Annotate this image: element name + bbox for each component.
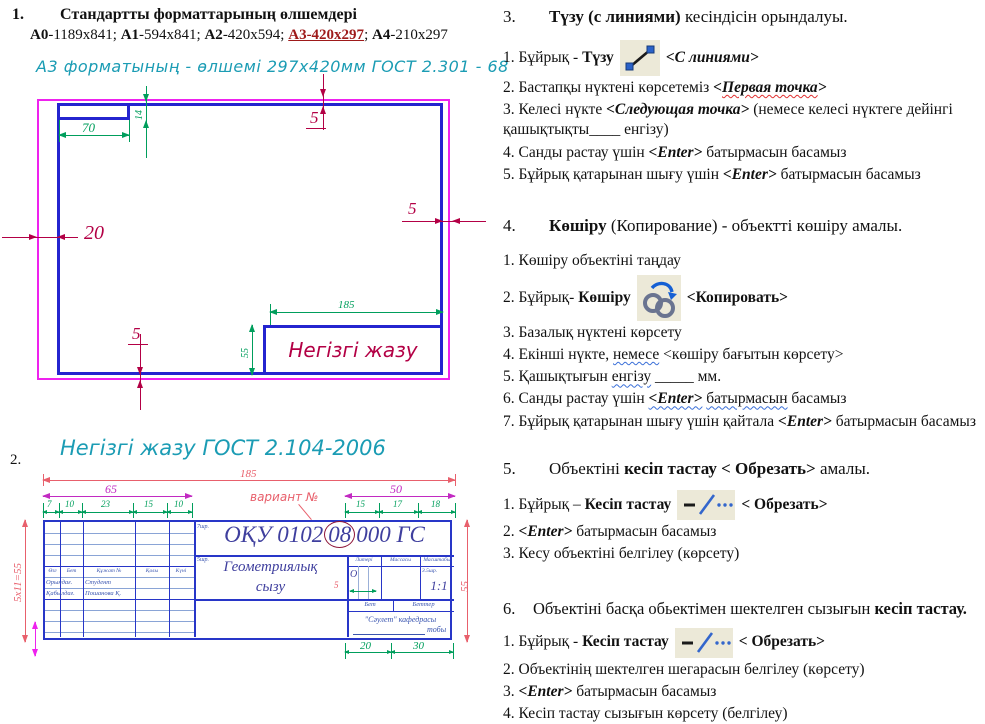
dim-label-5: 5 xyxy=(334,580,339,590)
dim-label: 5 xyxy=(408,199,417,218)
doc-number-part1: ОҚУ 0102 xyxy=(224,522,324,547)
section4-step6: 6. Санды растау үшін <Enter> батырмасын басамыз xyxy=(503,390,847,408)
trim-tool-icon xyxy=(677,490,735,520)
dim-label: 15 xyxy=(144,499,153,509)
section4-step1: 1. Көшіру объектіні таңдау xyxy=(503,251,681,269)
section4-step3: 3. Базалық нүктені көрсету xyxy=(503,324,682,342)
grid-line xyxy=(45,544,194,545)
section6-step4: 4. Кесіп тастау сызығын көрсету (белгілеу) xyxy=(503,704,788,722)
dim-line xyxy=(270,312,443,313)
section3-step1 xyxy=(503,40,979,76)
dim-label: 20 xyxy=(360,640,371,652)
dim-line xyxy=(345,512,379,513)
dim-line xyxy=(25,520,26,642)
dim-label: 5х11=55 xyxy=(12,563,24,602)
section6-step1 xyxy=(503,628,979,658)
col-header-document: Құжат № xyxy=(96,568,122,574)
dim-line xyxy=(43,496,192,497)
col-header-signature: Қолы xyxy=(145,568,159,574)
sub-divider-line xyxy=(358,566,359,599)
section6-number: 6. xyxy=(503,599,516,619)
step-text: 1. Бұйрық - Түзу xyxy=(503,49,614,67)
divider-line xyxy=(169,522,170,637)
section3-header xyxy=(503,6,979,28)
dim-label: 65 xyxy=(105,482,117,496)
dim-line xyxy=(133,512,167,513)
document-designation xyxy=(195,522,454,555)
dim-label: 30 xyxy=(413,640,424,652)
drawing1-a3-format xyxy=(0,80,495,425)
dim-label: 50 xyxy=(390,482,402,496)
dim-label: 5 xyxy=(310,108,319,127)
drawing2-caption: Негізгі жазу ГОСТ 2.104-2006 xyxy=(60,436,386,460)
arrow-icon xyxy=(452,218,460,224)
section5-title: Объектіні кесіп тастау < Обрезать> амалы. xyxy=(549,458,870,478)
cell-header-scale: Масштабы xyxy=(423,557,451,563)
dim-line xyxy=(402,221,486,222)
dim-line xyxy=(345,652,391,653)
dim-line xyxy=(418,512,455,513)
dim-label: 70 xyxy=(82,120,95,135)
step-text: 1. Бұйрық - Кесіп тастау xyxy=(503,633,669,651)
dim-label: 7 xyxy=(47,499,52,509)
section4-step5: 5. Қашықтығын енгізу _____ мм. xyxy=(503,368,722,386)
line-tool-icon xyxy=(620,40,660,76)
section5-step3: 3. Кесу объектіні белгілеу (көрсету) xyxy=(503,544,740,562)
divider-line xyxy=(347,611,454,612)
dim-label: 55 xyxy=(459,581,471,592)
arrow-icon xyxy=(143,120,149,128)
arrow-icon xyxy=(320,106,326,114)
ext-line xyxy=(129,120,130,142)
divider-line xyxy=(347,566,454,567)
format-sizes-line: А0-1189х841; А1-594х841; А2-420х594; А3-420х297; А4-210х297 xyxy=(30,27,448,43)
doc-number-variant-circled: 08 xyxy=(324,521,355,548)
divider-line xyxy=(347,555,349,637)
arrow-icon xyxy=(137,367,143,375)
arrow-icon xyxy=(137,380,143,388)
step-text: 2. Бұйрық- Көшіру xyxy=(503,288,631,306)
divider-line xyxy=(83,522,84,637)
dim-line xyxy=(82,512,133,513)
font-size-note-35: 3.5шр. xyxy=(422,568,438,574)
cell-sheet: Бет xyxy=(364,601,376,608)
section5-step2: 2. <Enter> батырмасын басамыз xyxy=(503,522,717,540)
arrow-icon xyxy=(435,218,443,224)
col-header-ozg: Өзг xyxy=(48,568,57,574)
dim-label: 185 xyxy=(240,468,257,480)
dim-label: 10 xyxy=(65,499,74,509)
title-block-table xyxy=(43,520,452,640)
variant-label: вариант № xyxy=(250,490,319,504)
fill-in-line xyxy=(353,634,425,635)
section3-title: Түзу (с линиями) кесіндісін орындалуы. xyxy=(549,7,848,26)
dim-line xyxy=(43,512,59,513)
section5-header xyxy=(503,458,979,480)
section4-title: Көшіру (Копирование) - объектті көшіру амалы. xyxy=(549,215,903,235)
section6-header xyxy=(503,598,979,619)
dim-tick xyxy=(128,344,148,345)
section5-number: 5. xyxy=(503,458,516,478)
drawing-name-line2: сызу xyxy=(255,578,286,595)
col-header-bet: Бет xyxy=(66,568,77,574)
step-text: 1. Бұйрық – Кесіп тастау xyxy=(503,495,672,513)
grid-line xyxy=(45,610,194,611)
dim-line xyxy=(43,480,455,481)
section3-step3: 3. Келесі нүкте <Следующая точка> (немесе келесі нүктеге дейінгі қашықтықты____ енгізу) xyxy=(503,101,953,139)
dim-label: 55 xyxy=(240,348,251,358)
dim-label: 10 xyxy=(174,499,183,509)
col-header-date: Күні xyxy=(175,568,187,574)
dim-line xyxy=(167,512,192,513)
row-performed: Орындағ. xyxy=(46,579,73,586)
ext-line xyxy=(59,120,60,142)
drawing-name-line1: Геометриялық xyxy=(223,559,318,575)
item1-number: 1. xyxy=(12,6,24,23)
row-student: Студент xyxy=(85,579,111,586)
dim-label: 14 xyxy=(134,110,145,120)
cell-header-mass: Массасы xyxy=(390,557,411,563)
instructions-column xyxy=(503,2,979,724)
section4-step2 xyxy=(503,275,979,321)
font-size-note-5: 5шр. xyxy=(197,557,210,563)
doc-number-part2: 000 ГС xyxy=(356,522,425,547)
step-text: <С линиями> xyxy=(665,49,759,67)
dim-line xyxy=(379,512,418,513)
arrow-icon xyxy=(29,234,37,240)
grid-line xyxy=(45,632,194,633)
scale-value: 1:1 xyxy=(430,578,448,593)
section3-number: 3. xyxy=(503,7,516,26)
arrow-icon xyxy=(320,89,326,97)
cell-header-literi: Литері xyxy=(355,557,373,563)
grid-line xyxy=(45,577,194,578)
top-left-box xyxy=(57,103,130,120)
grid-line xyxy=(45,533,194,534)
dim-line xyxy=(2,237,78,238)
drawing-name xyxy=(194,558,347,597)
section4-step4: 4. Екінші нүкте, немесе <көшіру бағытын көрсету> xyxy=(503,346,844,364)
grid-line xyxy=(45,621,194,622)
dim-line xyxy=(391,652,453,653)
section4-header xyxy=(503,215,979,237)
dim-tick xyxy=(306,128,326,129)
copy-tool-icon xyxy=(637,275,681,321)
department-name: "Сәулет" кафедрасы xyxy=(364,615,437,624)
group-label: тобы xyxy=(427,625,447,634)
title-block-label: Негізгі жазу xyxy=(288,338,418,362)
dim-label: 5 xyxy=(132,324,141,343)
arrow-icon xyxy=(143,94,149,102)
section6-step3: 3. <Enter> батырмасын басамыз xyxy=(503,682,717,700)
row-accepted: Қабылдағ. xyxy=(46,590,75,597)
section6-step2: 2. Объектінің шектелген шегарасын белгілеу (көрсету) xyxy=(503,660,865,678)
dim-line xyxy=(252,325,253,375)
dim-label: 23 xyxy=(101,499,110,509)
section4-number: 4. xyxy=(503,215,516,235)
step-text: < Обрезать> xyxy=(741,495,828,513)
section3-step5: 5. Бұйрық қатарынан шығу үшін <Enter> батырмасын басамыз xyxy=(503,165,921,183)
step-text: <Копировать> xyxy=(686,288,789,306)
item2-number: 2. xyxy=(10,452,22,468)
section6-title: Объектіні басқа обьектімен шектелген сызығын кесіп тастау. xyxy=(533,599,967,619)
literi-value: О xyxy=(350,569,358,580)
dim-label: 17 xyxy=(393,499,402,509)
dim-line xyxy=(323,74,324,130)
sub-divider-line xyxy=(368,566,369,599)
dim-label: 20 xyxy=(84,222,104,244)
item1-title: Стандартты форматтарының өлшемдері xyxy=(60,6,357,23)
title-block-box xyxy=(263,325,443,375)
drawing1-caption: А3 форматының - өлшемі 297х420мм ГОСТ 2.301 - 68 xyxy=(36,57,509,76)
dim-line xyxy=(350,591,376,592)
section3-step2: 2. Бастапқы нүктені көрсетеміз <Первая точка> xyxy=(503,79,827,97)
section4-step7: 7. Бұйрық қатарынан шығу үшін қайтала <Enter> батырмасын басамыз xyxy=(503,412,976,430)
font-size-note-7: 7шр. xyxy=(197,524,210,530)
dim-line xyxy=(35,622,36,656)
drawing2-title-block xyxy=(0,470,500,700)
trim-tool-icon xyxy=(675,628,733,658)
leader-line xyxy=(298,504,312,520)
step-text: < Обрезать> xyxy=(738,633,825,651)
dim-label: 185 xyxy=(338,299,355,311)
grid-line xyxy=(45,588,194,589)
dim-label: 15 xyxy=(356,499,365,509)
grid-line xyxy=(45,599,194,600)
dim-line xyxy=(59,512,82,513)
section5-step1 xyxy=(503,490,979,520)
cell-sheets: Беттер xyxy=(412,601,435,608)
section3-step4: 4. Санды растау үшін <Enter> батырмасын басамыз xyxy=(503,143,847,161)
row-teacher-name: Пошанова Қ. xyxy=(85,590,122,597)
arrow-icon xyxy=(57,234,65,240)
dim-label: 18 xyxy=(431,499,440,509)
grid-line xyxy=(45,555,194,556)
grid-line xyxy=(45,566,194,567)
divider-line xyxy=(135,522,136,637)
